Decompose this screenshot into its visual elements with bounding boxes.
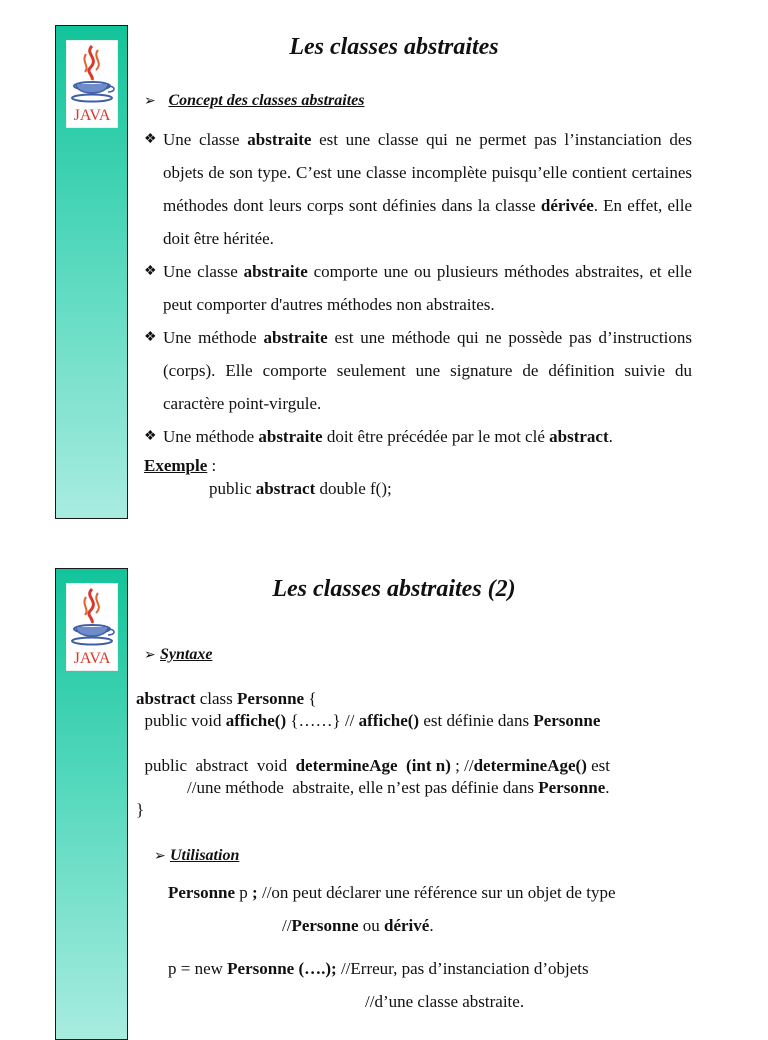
code-line: } [136,800,145,819]
slide-title: Les classes abstraites [289,34,499,60]
list-item: ❖ Une classe abstraite comporte une ou plusieurs méthodes abstraites, et elle peut comporter d'autres méthodes non abstraites. [144,255,692,321]
java-logo-icon [66,40,118,128]
arrow-bullet-icon: ➢ [154,849,166,864]
example-label: Exemple : [144,456,217,475]
diamond-bullet-icon: ❖ [144,429,157,444]
code-line: //une méthode abstraite, elle n’est pas définie dans Personne. [136,778,610,797]
usage-line: //Personne ou dérivé. [282,916,434,935]
slide-title: Les classes abstraites (2) [272,576,516,602]
bullet-list [144,123,692,453]
diamond-bullet-icon: ❖ [144,264,157,279]
section-heading-text: Syntaxe [159,646,213,663]
section-heading [154,845,239,865]
slide-2 [0,555,768,1024]
diamond-bullet-icon: ❖ [144,330,157,345]
code-line: public void affiche() {……} // affiche() est définie dans Personne [136,711,601,730]
list-item: ❖ Une classe abstraite est une classe qui ne permet pas l’instanciation des objets de son type. C’est une classe incomplète puisqu’elle contient certaines méthodes dont leurs corps sont définies dans la classe dérivée. En effet, elle doit être héritée. [144,123,692,255]
section-heading-text: Utilisation [169,847,240,864]
arrow-bullet-icon: ➢ [144,94,156,109]
list-item: ❖ Une méthode abstraite doit être précédée par le mot clé abstract. [144,420,692,453]
list-item: ❖ Une méthode abstraite est une méthode qui ne possède pas d’instructions (corps). Elle comporte seulement une signature de définition suivie du caractère point-virgule. [144,321,692,420]
java-logo-icon [66,583,118,671]
svg-text:JAVA: JAVA [73,650,111,667]
code-line: public abstract void determineAge (int n) ; //determineAge() est [136,756,610,775]
arrow-bullet-icon: ➢ [144,648,156,663]
diamond-bullet-icon: ❖ [144,132,157,147]
example-code: public abstract double f(); [209,479,392,498]
usage-line: p = new Personne (….); //Erreur, pas d’instanciation d’objets [168,959,589,978]
section-heading [144,644,212,664]
code-line: abstract class Personne { [136,689,317,708]
svg-text:JAVA: JAVA [73,107,111,124]
section-heading-text: Concept des classes abstraites [168,92,365,109]
usage-line: Personne p ; //on peut déclarer une référence sur un objet de type [168,883,616,902]
section-heading [144,90,364,110]
usage-line: //d’une classe abstraite. [365,992,525,1011]
